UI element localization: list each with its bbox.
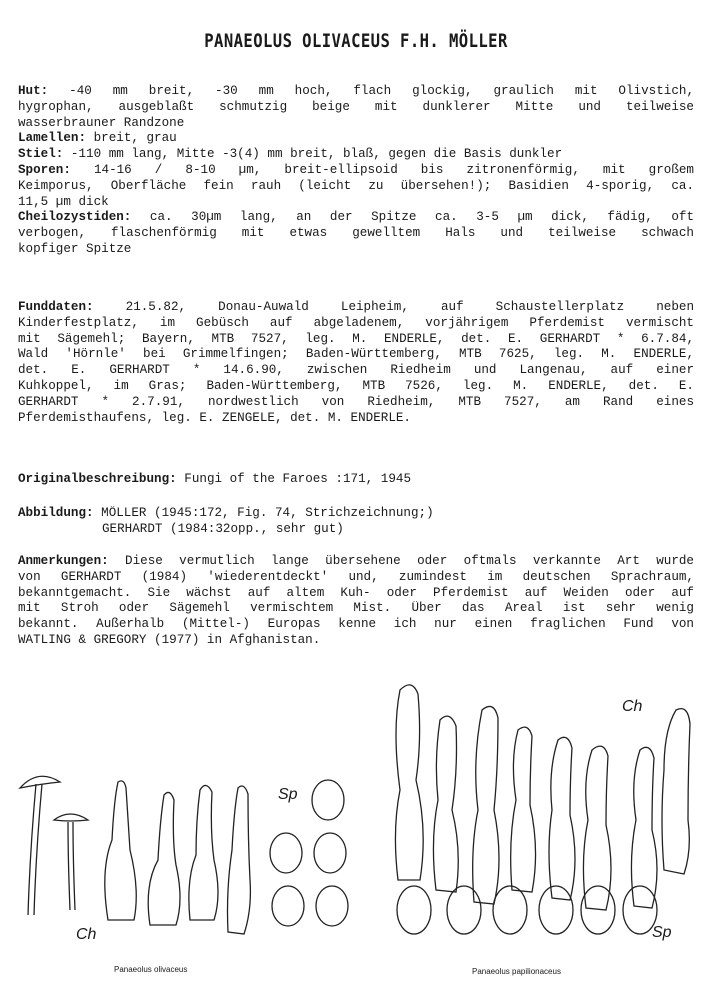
stiel-label: Stiel: — [18, 147, 64, 162]
abbildung-line-1: MÖLLER (1945:172, Fig. 74, Strichzeichnung;) — [93, 506, 434, 520]
anmerkungen-line-4: mit Stroh oder Sägemehl vermischtem Mist. Über das Areal ist sehr wenig — [18, 601, 694, 616]
original-section — [18, 472, 694, 488]
stiel-text: -110 mm lang, Mitte -3(4) mm breit, blaß, gegen die Basis dunkler — [63, 147, 563, 162]
hut-label: Hut: — [18, 84, 49, 98]
cheilo-line-2: verbogen, flaschenförmig mit etwas gewelltem Hals und teilweise schwach — [18, 226, 694, 241]
sporen-label: Sporen: — [18, 162, 71, 177]
hut-line-1: -40 mm breit, -30 mm hoch, flach glockig, graulich mit Olivstich, — [48, 84, 694, 98]
right-spores-label: Sp — [652, 924, 672, 941]
left-spores-label: Sp — [278, 786, 298, 803]
lamellen-label: Lamellen: — [18, 131, 87, 146]
funddaten-line-1: 21.5.82, Donau-Auwald Leipheim, auf Schaustellerplatz neben — [93, 300, 694, 314]
lamellen-text: breit, grau — [86, 131, 177, 146]
funddaten-line-5: det. E. GERHARDT * 14.6.90, zwischen Riedheim und Langenau, auf einer — [18, 363, 694, 378]
cheilocystidia-drawing-left — [105, 781, 251, 934]
funddaten-label: Funddaten: — [18, 300, 94, 314]
anmerkungen-line-1: Diese vermutlich lange übersehene oder oftmals verkannte Art wurde — [108, 554, 694, 568]
funddaten-line-2: Kinderfestplatz, im Gebüsch auf abgeladenem, vorjährigem Pferdemist vermischt — [18, 315, 694, 330]
funddaten-line-6: Kuhkoppel, im Gras; Baden-Württemberg, MTB 7526, leg. M. ENDERLE, det. E. — [18, 378, 694, 393]
funddaten-line-7: GERHARDT * 2.7.91, nordwestlich von Riedheim, MTB 7527, am Rand eines — [18, 394, 694, 409]
page-title: PANAEOLUS OLIVACEUS F.H. MÖLLER — [204, 30, 508, 52]
description-section — [18, 84, 694, 258]
funddaten-line-8: Pferdemisthaufens, leg. E. ZENGELE, det. M. ENDERLE. — [18, 410, 411, 425]
sporen-line-2: Keimporus, Oberfläche fein rauh (leicht zu übersehen!); Basidien 4-sporig, ca. — [18, 178, 694, 193]
hut-line-2: hygrophan, ausgeblaßt schmutzig beige mit dunklerer Mitte und teilweise — [18, 99, 694, 114]
left-cheilocystidia-label: Ch — [76, 926, 97, 943]
fruiting-body-drawing — [20, 776, 88, 915]
right-figure-caption: Panaeolus papilionaceus — [472, 967, 561, 976]
original-label: Originalbeschreibung: — [18, 472, 177, 486]
cheilozystiden-label: Cheilozystiden: — [18, 210, 132, 225]
abbildung-line-2: GERHARDT (1984:32opp., sehr gut) — [102, 521, 344, 536]
anmerkungen-section — [18, 554, 694, 649]
cheilo-line-3: kopfiger Spitze — [18, 241, 132, 256]
anmerkungen-line-6: WATLING & GREGORY (1977) in Afghanistan. — [18, 632, 321, 647]
original-text: Fungi of the Faroes :171, 1945 — [176, 472, 412, 486]
abbildung-section — [18, 506, 694, 538]
microscopy-figure — [0, 670, 712, 1000]
anmerkungen-label: Anmerkungen: — [18, 554, 109, 568]
funddaten-section — [18, 300, 694, 426]
sporen-line-3: 11,5 µm dick — [18, 194, 109, 209]
funddaten-line-4: Wald 'Hörnle' bei Grimmelfingen; Baden-Württemberg, MTB 7625, leg. M. ENDERLE, — [18, 347, 694, 362]
funddaten-line-3: mit Sägemehl; Bayern, MTB 7527, leg. M. ENDERLE, det. E. GERHARDT * 6.7.84, — [18, 331, 694, 346]
cheilo-line-1: ca. 30µm lang, an der Spitze ca. 3-5 µm dick, fädig, oft — [131, 210, 694, 225]
anmerkungen-line-2: von GERHARDT (1984) 'wiederentdeckt' und, zumindest im deutschen Sprachraum, — [18, 569, 694, 584]
abbildung-label: Abbildung: — [18, 506, 94, 520]
anmerkungen-line-3: bekanntgemacht. Sie wächst auf altem Kuh- oder Pferdemist auf Weiden oder auf — [18, 585, 694, 600]
spores-drawing-right — [397, 886, 657, 934]
right-cheilocystidia-label: Ch — [622, 698, 643, 715]
line-drawing — [0, 670, 712, 1000]
sporen-line-1: 14-16 / 8-10 µm, breit-ellipsoid bis zitronenförmig, mit großem — [70, 162, 694, 177]
cheilocystidia-drawing-right — [395, 685, 690, 910]
hut-line-3: wasserbrauner Randzone — [18, 115, 185, 130]
anmerkungen-line-5: bekannt. Außerhalb (Mittel-) Europas kenne ich nur einen fraglichen Fund von — [18, 617, 694, 632]
left-figure-caption: Panaeolus olivaceus — [114, 965, 188, 974]
